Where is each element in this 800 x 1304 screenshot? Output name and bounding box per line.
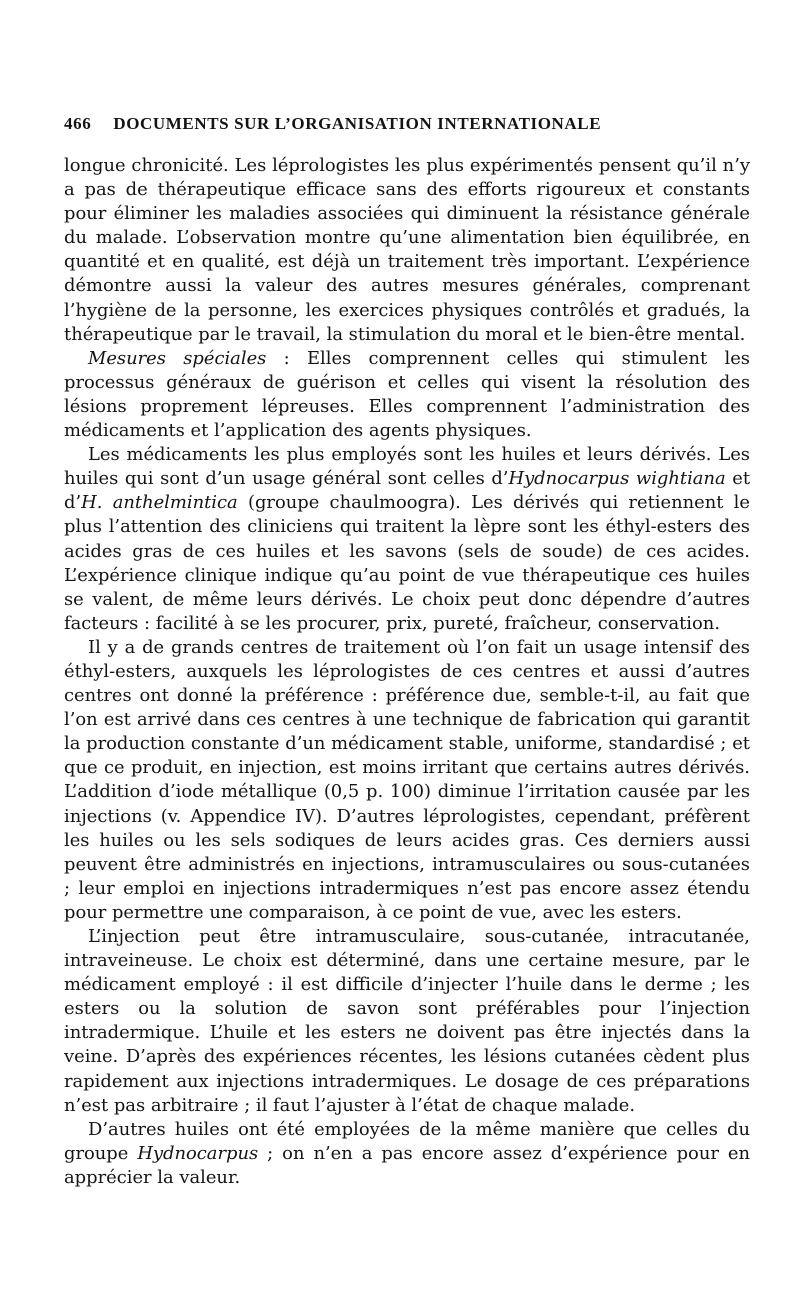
header-title: DOCUMENTS SUR L’ORGANISATION INTERNATIONALE	[113, 114, 602, 133]
paragraph-general-measures: longue chronicité. Les léprologistes les plus expérimentés pensent qu’il n’y a pas de thérapeutique efficace sans des efforts rigoureux et constants pour éliminer les maladies associées qui diminuent la résistance générale du malade. L’observation montre qu’une alimentation bien équilibrée, en quantité et en qualité, est déjà un traitement très important. L’expérience démontre aussi la valeur des autres mesures générales, comprenant l’hygiène de la personne, les exercices physiques contrôlés et gradués, la thérapeutique par le travail, la stimulation du moral et le bien-être mental.	[64, 155, 750, 345]
paragraph-injection: L’injection peut être intramusculaire, sous-cutanée, intracutanée, intraveineuse. Le choix est déterminé, dans une certaine mesure, par le médicament employé : il est difficile d’injecter l’huile dans le derme ; les esters ou la solution de savon sont préférables pour l’injection intradermique. L’huile et les esters ne doivent pas être injectés dans la veine. D’après des expériences récentes, les lésions cutanées cèdent plus rapidement aux injections intradermiques. Le dosage de ces préparations n’est pas arbitraire ; il faut l’ajuster à l’état de chaque malade.	[64, 926, 750, 1116]
paragraph-text: et d’	[64, 468, 751, 514]
paragraph-other-oils	[64, 1118, 750, 1190]
paragraph-medications	[64, 443, 750, 636]
paragraph-text: ; on n’en a pas encore assez d’expérience pour en apprécier la valeur.	[64, 1142, 750, 1188]
running-header	[64, 114, 750, 134]
paragraph-text: (groupe chaulmoogra). Les dérivés qui retiennent le plus l’attention des cliniciens qui traitent la lèpre sont les éthyl-esters des acides gras de ces huiles et les savons (sels de soude) de ces acides. L’expérience clinique indique qu’au point de vue thérapeutique ces huiles se valent, de même leurs dérivés. Le choix peut donc dépendre d’autres facteurs : facilité à se les procurer, prix, pureté, fraîcheur, conservation.	[64, 492, 750, 634]
paragraph-text: Les médicaments les plus employés sont les huiles et leurs dérivés. Les huiles qui sont d’un usage général sont celles d’	[64, 444, 750, 490]
paragraph-special-measures	[64, 347, 750, 443]
paragraph-text: D’autres huiles ont été employées de la même manière que celles du groupe	[64, 1118, 750, 1164]
paragraph-text: : Elles comprennent celles qui stimulent les processus généraux de guérison et celles qui visent la résolution des lésions proprement lépreuses. Elles comprennent l’administration des médicaments et l’application des agents physiques.	[64, 347, 750, 442]
species-name: Hydnocarpus wightiana	[508, 468, 726, 490]
paragraph-treatment-centres: Il y a de grands centres de traitement où l’on fait un usage intensif des éthyl-esters, auxquels les léprologistes de ces centres et aussi d’autres centres ont donné la préférence : préférence due, semble-t-il, au fait que l’on est arrivé dans ces centres à une technique de fabrication qui garantit la production constante d’un médicament stable, uniforme, standardisé ; et que ce produit, en injection, est moins irritant que certains autres dérivés. L’addition d’iode métallique (0,5 p. 100) diminue l’irritation causée par les injections (v. Appendice IV). D’autres léprologistes, cependant, préfèrent les huiles ou les sels sodiques de leurs acides gras. Ces derniers aussi peuvent être administrés en injections, intramusculaires ou sous-cutanées ; leur emploi en injections intradermiques n’est pas encore assez étendu pour permettre une comparaison, à ce point de vue, avec les esters.	[64, 636, 750, 923]
species-name: Hydnocarpus	[137, 1142, 259, 1164]
page-number: 466	[64, 114, 92, 133]
section-lead-special-measures: Mesures spéciales	[88, 347, 267, 369]
species-name: H. anthelmintica	[81, 492, 238, 514]
